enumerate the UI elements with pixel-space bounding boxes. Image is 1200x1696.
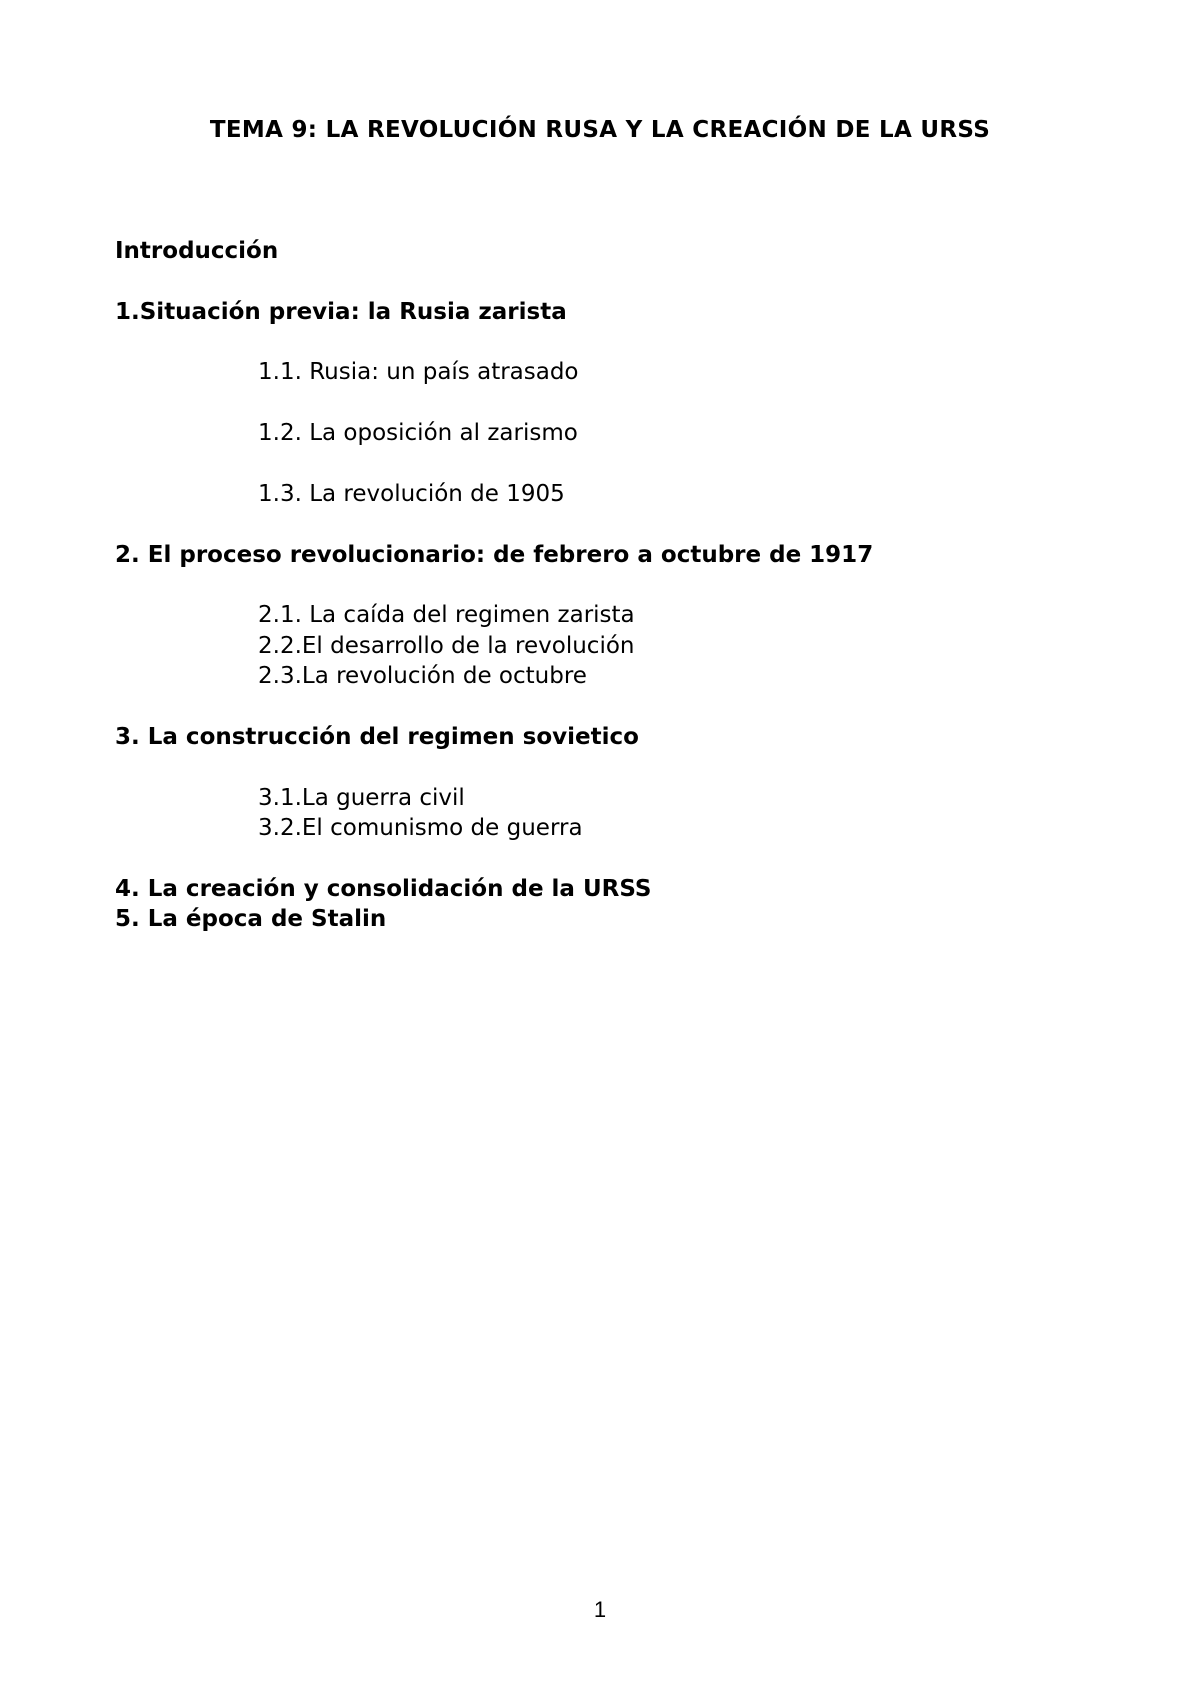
heading-section-3: 3. La construcción del regimen sovietico bbox=[115, 724, 639, 750]
heading-section-1: 1.Situación previa: la Rusia zarista bbox=[115, 299, 567, 325]
subsection-3-1: 3.1.La guerra civil bbox=[258, 785, 465, 811]
subsection-1-2: 1.2. La oposición al zarismo bbox=[258, 420, 578, 446]
subsection-2-3: 2.3.La revolución de octubre bbox=[258, 663, 587, 689]
heading-section-2: 2. El proceso revolucionario: de febrero a octubre de 1917 bbox=[115, 542, 874, 568]
page-number: 1 bbox=[593, 1597, 607, 1622]
heading-introduccion: Introducción bbox=[115, 238, 279, 264]
heading-section-5: 5. La época de Stalin bbox=[115, 906, 387, 932]
subsection-1-3: 1.3. La revolución de 1905 bbox=[258, 481, 565, 507]
heading-section-4: 4. La creación y consolidación de la URSS bbox=[115, 876, 652, 902]
document-title: TEMA 9: LA REVOLUCIÓN RUSA Y LA CREACIÓN DE LA URSS bbox=[209, 117, 991, 143]
subsection-1-1: 1.1. Rusia: un país atrasado bbox=[258, 359, 579, 385]
subsection-2-2: 2.2.El desarrollo de la revolución bbox=[258, 633, 635, 659]
subsection-3-2: 3.2.El comunismo de guerra bbox=[258, 815, 583, 841]
subsection-2-1: 2.1. La caída del regimen zarista bbox=[258, 602, 635, 628]
